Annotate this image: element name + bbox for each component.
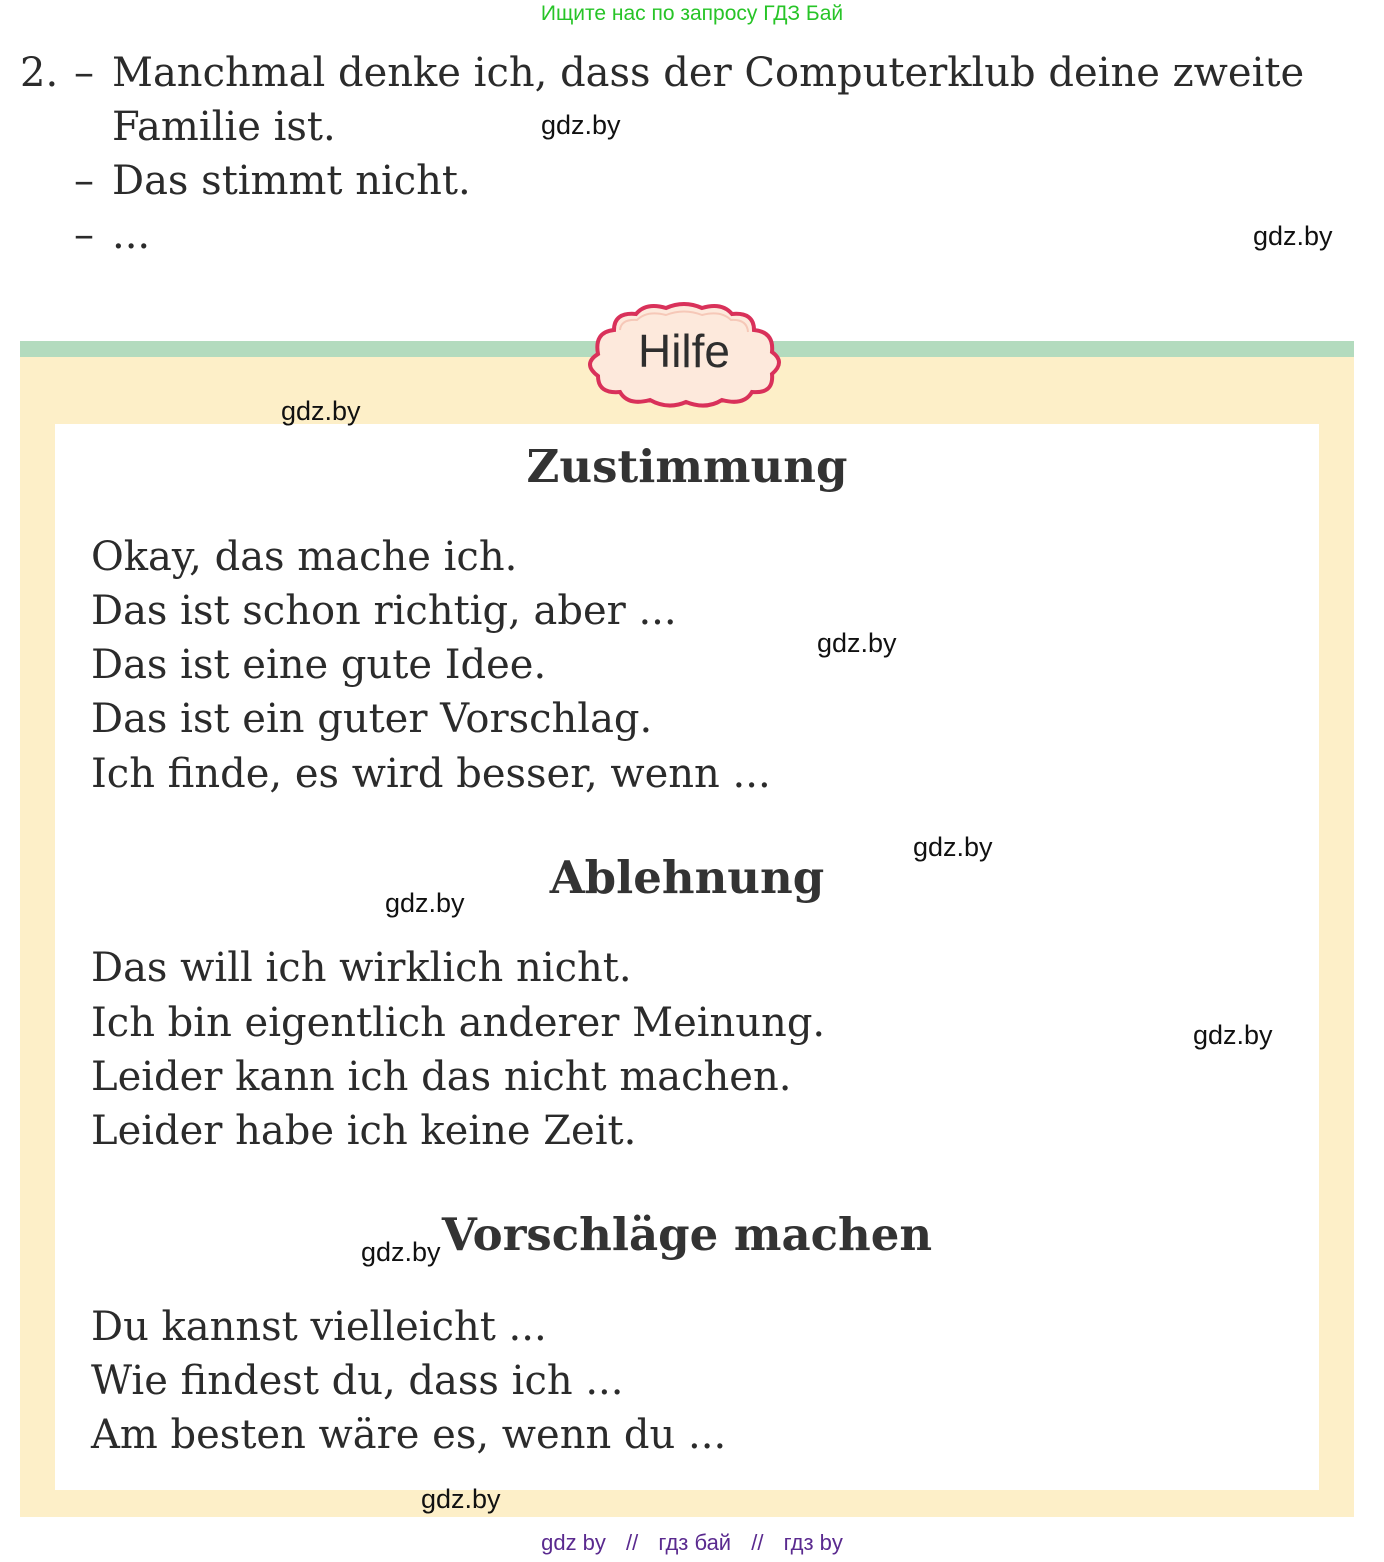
phrase: Wie findest du, dass ich ... [91,1358,624,1404]
footer-separator: // [626,1530,639,1555]
dialogue-line: ... [112,212,151,258]
watermark: gdz.by [385,888,465,918]
section-title-zustimmung: Zustimmung [526,440,848,493]
dialogue-dash: – [74,212,94,258]
watermark: gdz.by [421,1484,501,1514]
section-title-vorschlaege: Vorschläge machen [441,1208,933,1261]
phrase: Leider habe ich keine Zeit. [91,1108,637,1154]
footer-link[interactable]: gdz by [541,1530,606,1555]
dialogue-dash: – [74,50,94,96]
hilfe-label: Hilfe [637,325,731,377]
phrase: Das ist eine gute Idee. [91,642,547,688]
watermark: gdz.by [1253,221,1333,251]
hilfe-badge [574,300,794,408]
phrase: Du kannst vielleicht ... [91,1304,547,1350]
dialogue-line: Das stimmt nicht. [112,158,471,204]
section-title-ablehnung: Ablehnung [549,851,825,904]
watermark: gdz.by [1193,1020,1273,1050]
footer-links [0,1530,1384,1556]
dialogue-line: Familie ist. [112,104,336,150]
footer-separator: // [751,1530,764,1555]
exercise-number: 2. [20,50,59,96]
dialogue-line: Manchmal denke ich, dass der Computerklub deine zweite [112,50,1305,96]
footer-link[interactable]: гдз бай [658,1530,732,1555]
phrase: Leider kann ich das nicht machen. [91,1054,792,1100]
phrase: Ich finde, es wird besser, wenn ... [91,751,771,797]
phrase: Ich bin eigentlich anderer Meinung. [91,1000,826,1046]
phrase: Das ist schon richtig, aber ... [91,588,677,634]
footer-link[interactable]: гдз by [783,1530,843,1555]
watermark: gdz.by [541,110,621,140]
dialogue-dash: – [74,158,94,204]
watermark: gdz.by [281,396,361,426]
phrase: Okay, das mache ich. [91,534,518,580]
watermark: gdz.by [913,832,993,862]
watermark: gdz.by [361,1237,441,1267]
watermark: gdz.by [817,628,897,658]
phrase: Das will ich wirklich nicht. [91,945,632,991]
phrase: Das ist ein guter Vorschlag. [91,696,653,742]
phrase: Am besten wäre es, wenn du ... [91,1412,727,1458]
search-banner: Ищите нас по запросу ГДЗ Бай [540,2,844,25]
